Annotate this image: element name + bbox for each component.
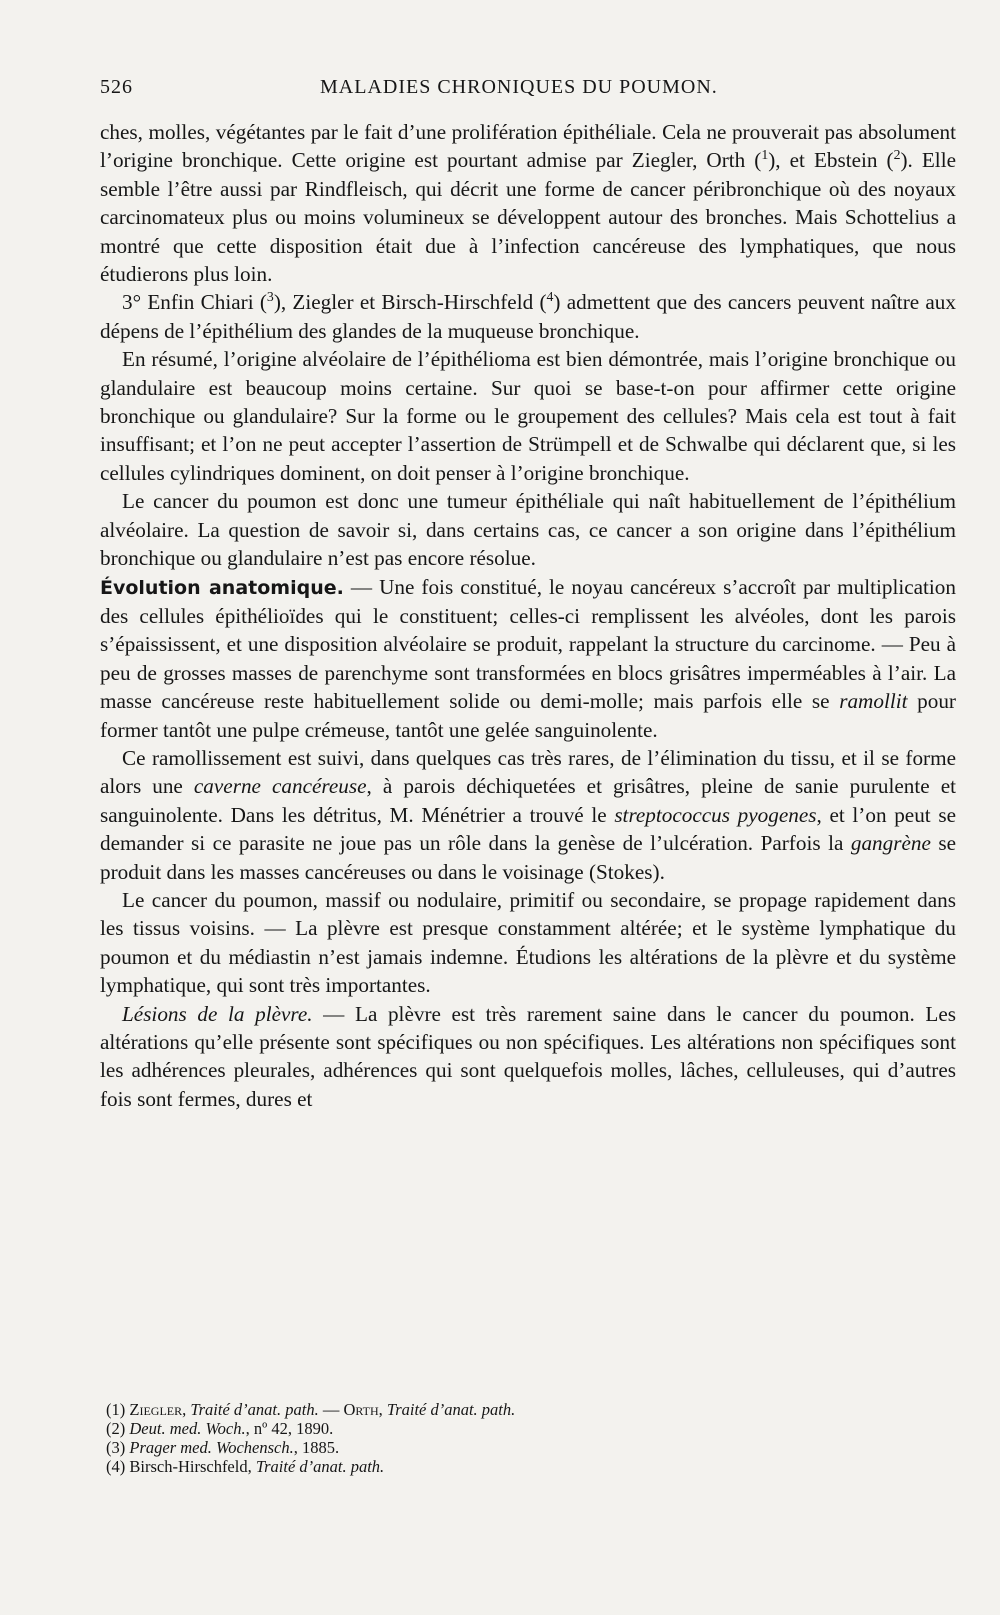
text-span: ) admettent que des cancers peuvent naître aux dépens de l’épithélium des glandes de la muqueuse bronchique. [100, 290, 956, 343]
footnote-mark: (4) [106, 1457, 126, 1476]
paragraph-2 [100, 288, 956, 345]
body-text [100, 118, 956, 1113]
text-span: ). Elle semble l’être aussi par Rindfleisch, qui décrit une forme de cancer péribronchique où des noyaux carcinomateux plus ou moins volumineux se développent autour des bronches. Mais Schottelius a montré que cette disposition était due à l’infection cancéreuse des lymphatiques, que nous étudierons plus loin. [100, 148, 956, 287]
paragraph-6 [100, 744, 956, 886]
footnote-ref: 1 [761, 147, 769, 163]
footnote-details: , nº 42, 1890. [245, 1419, 334, 1438]
running-title: MALADIES CHRONIQUES DU POUMON. [320, 76, 718, 98]
footnote-3 [100, 1438, 960, 1457]
paragraph-8 [100, 1000, 956, 1114]
footnote-author: Orth [343, 1400, 379, 1419]
text-span: ), Ziegler et Birsch-Hirschfeld ( [273, 290, 547, 315]
text-span: , et l’on peut se demander si ce parasite ne joue pas un rôle dans la genèse de l’ulcération. Parfois la [100, 802, 956, 856]
footnote-title: Deut. med. Woch. [129, 1419, 246, 1438]
text-span: — Une fois constitué, le noyau cancéreux s’accroît par multiplication des cellules épithélioïdes qui le constituent; celles-ci remplissent les alvéoles, dont les parois s’épaississent, et une disposition alvéolaire se produit, rappelant la structure du carcinome. — Peu à peu de grosses masses de parenchyme sont transformées en blocs grisâtres imperméables à l’air. La masse cancéreuse reste habituellement solide ou demi-molle; mais parfois elle se [100, 574, 956, 714]
footnote-title: Traité d’anat. path. [255, 1457, 385, 1476]
footnote-ref: 4 [546, 289, 554, 305]
paragraph-7: Le cancer du poumon, massif ou nodulaire, primitif ou secondaire, se propage rapidement dans les tissus voisins. — La plèvre est presque constamment altérée; et le système lymphatique du poumon et du médiastin n’est jamais indemne. Étudions les altérations de la plèvre et du système lymphatique, qui sont très importantes. [100, 887, 956, 998]
footnote-title: Prager med. Wochensch. [129, 1438, 294, 1457]
footnote-title: Traité d’anat. path. [190, 1400, 319, 1419]
italic-term: gangrène [850, 831, 931, 856]
footnote-title: Traité d’anat. path. [386, 1400, 516, 1419]
text-span: ), et Ebstein ( [768, 148, 894, 173]
footnote-2 [100, 1419, 960, 1438]
footnotes [100, 1400, 960, 1476]
footnote-1: (1) Ziegler, Traité d’anat. path. — Orth, Traité d’anat. path. [106, 1400, 516, 1419]
paragraph-3: En résumé, l’origine alvéolaire de l’épithélioma est bien démontrée, mais l’origine bronchique ou glandulaire est beaucoup moins certaine. Sur quoi se base-t-on pour affirmer cette origine bronchique ou glandulaire? Sur la forme ou le groupement des cellules? Mais cela est tout à fait insuffisant; et l’on ne peut accepter l’assertion de Strümpell et de Schwalbe qui déclarent que, si les cellules cylindriques dominent, on doit penser à l’origine bronchique. [100, 347, 956, 485]
text-span: pour former tantôt une pulpe crémeuse, tantôt une gelée sanguinolente. [100, 689, 956, 742]
footnote-ref: 3 [266, 289, 274, 305]
italic-term: ramollit [839, 689, 908, 714]
text-span: — La plèvre est très rarement saine dans le cancer du poumon. Les altérations qu’elle présente sont spécifiques ou non spécifiques. Les altérations non spécifiques sont les adhérences pleurales, adhérences qui sont quelquefois molles, lâches, celluleuses, qui d’autres fois sont fermes, dures et [100, 1001, 956, 1111]
footnote-separator: — [318, 1400, 344, 1419]
footnote-author: Ziegler [129, 1400, 183, 1419]
paragraph-5 [100, 573, 956, 744]
footnote-author: Birsch-Hirschfeld [129, 1457, 248, 1476]
italic-term: caverne cancéreuse [193, 774, 367, 799]
italic-term: streptococcus pyogenes [614, 802, 817, 827]
text-span: , à parois déchiquetées et grisâtres, pleine de sanie purulente et sanguinolente. Dans les détritus, M. Ménétrier a trouvé le [100, 774, 956, 827]
text-span: Ce ramollissement est suivi, dans quelques cas très rares, de l’élimination du tissu, et il se forme alors une [100, 745, 956, 799]
subsection-heading: Lésions de la plèvre. [122, 1001, 313, 1026]
footnote-ref: 2 [893, 147, 901, 163]
footnote-mark: (1) [106, 1400, 126, 1419]
footnote-mark: (2) [106, 1419, 126, 1438]
text-span: ches, molles, végétantes par le fait d’une prolifération épithéliale. Cela ne prouverait pas absolument l’origine bronchique. Cette origine est pourtant admise par Ziegler, Orth ( [100, 120, 956, 173]
paragraph-1 [100, 118, 956, 288]
footnote-4: (4) Birsch-Hirschfeld, Traité d’anat. path. [106, 1457, 385, 1476]
footnote-mark: (3) [106, 1438, 126, 1457]
text-span: 3° Enfin Chiari ( [122, 290, 267, 315]
paragraph-4: Le cancer du poumon est donc une tumeur épithéliale qui naît habituellement de l’épithélium alvéolaire. La question de savoir si, dans certains cas, ce cancer a son origine dans l’épithélium bronchique ou glandulaire n’est pas encore résolue. [100, 489, 956, 571]
page-number: 526 [100, 76, 133, 98]
text-span: se produit dans les masses cancéreuses ou dans le voisinage (Stokes). [100, 831, 956, 884]
section-heading: Évolution anatomique. [100, 576, 344, 599]
footnote-details: , 1885. [293, 1438, 340, 1457]
